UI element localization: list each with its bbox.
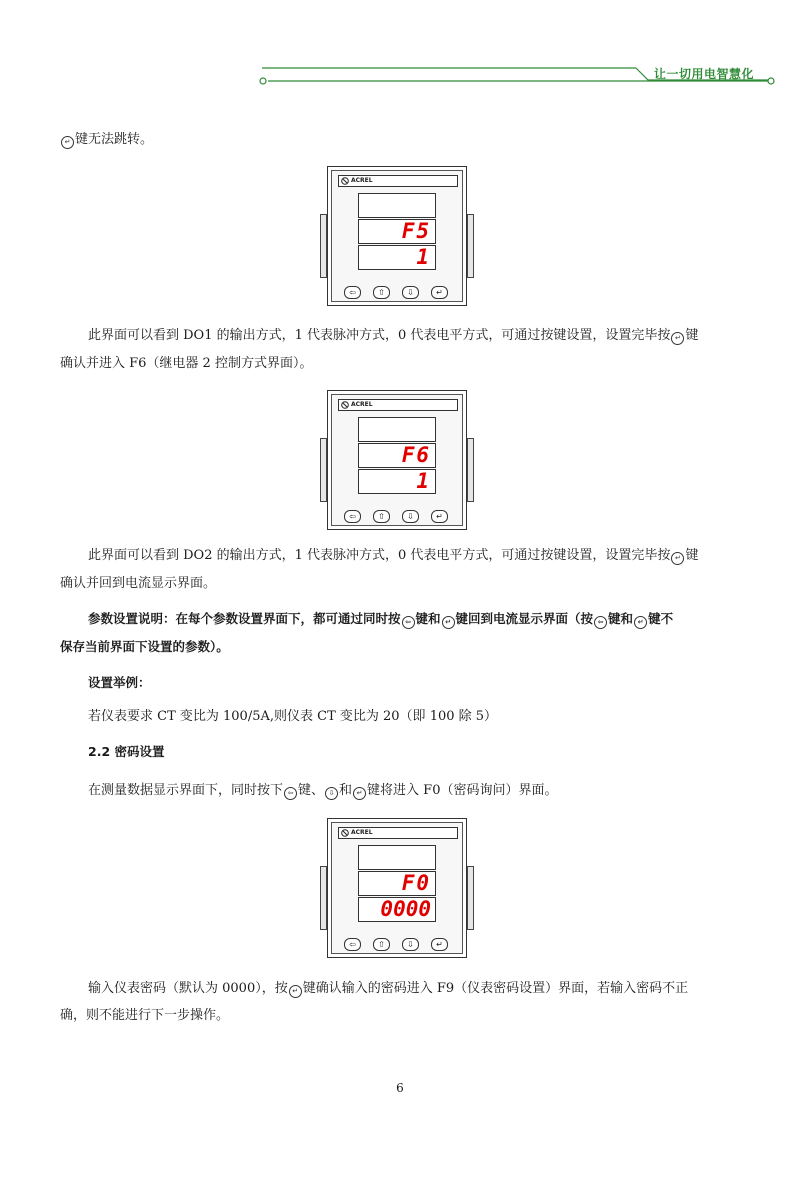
meter-line-2 — [358, 219, 436, 244]
paragraph-text: 键和 — [415, 611, 441, 626]
paragraph-text: 键确认输入的密码进入 F9（仪表密码设置）界面，若输入密码不正 — [302, 981, 689, 996]
meter-brand-text: ACREL — [351, 401, 373, 408]
meter-left-button: ⇦ — [344, 938, 361, 951]
meter-line-2 — [358, 871, 436, 896]
enter-key-icon: ↵ — [442, 616, 455, 629]
header-decoration — [0, 0, 800, 100]
paragraph-settings-note — [88, 605, 673, 633]
meter-side-clip — [320, 214, 327, 278]
meter-down-button: ⇩ — [402, 510, 419, 523]
paragraph-enter-key-note — [60, 126, 153, 154]
brand-logo-icon — [341, 177, 349, 185]
paragraph-password-confirm — [88, 975, 688, 1003]
paragraph-text: 和 — [339, 783, 353, 798]
paragraph-text: 键和 — [608, 611, 634, 626]
meter-line-1 — [358, 193, 436, 218]
paragraph-settings-note-line2: 保存当前界面下设置的参数）。 — [60, 639, 229, 654]
paragraph-do1-output — [88, 322, 698, 350]
paragraph-text: 输入仪表密码（默认为 0000），按 — [88, 981, 288, 996]
down-key-icon: ⇩ — [325, 787, 338, 800]
meter-line-1 — [358, 417, 436, 442]
paragraph-text: 此界面可以看到 DO1 的输出方式，1 代表脉冲方式，0 代表电平方式，可通过按键设置，设置完毕按 — [88, 328, 671, 343]
meter-side-clip — [467, 438, 474, 502]
meter-line-3 — [358, 897, 436, 922]
brand-logo-icon — [341, 401, 349, 409]
paragraph-do2-output — [88, 542, 698, 570]
enter-key-icon: ↵ — [671, 552, 684, 565]
meter-code: F6 — [401, 443, 431, 467]
paragraph-text: 键 — [685, 548, 699, 563]
page-number: 6 — [396, 1081, 404, 1095]
paragraph-text: 键 — [685, 328, 699, 343]
paragraph-do1-output-line2: 确认并进入 F6（继电器 2 控制方式界面）。 — [60, 356, 313, 371]
left-key-icon: ⇦ — [594, 616, 607, 629]
meter-enter-button: ↵ — [431, 286, 448, 299]
section-title: 2.2 密码设置 — [88, 744, 165, 759]
paragraph-text: 此界面可以看到 DO2 的输出方式，1 代表脉冲方式，0 代表电平方式，可通过按键设置，设置完毕按 — [88, 548, 671, 563]
paragraph-text: 键将进入 F0（密码询问）界面。 — [367, 783, 558, 798]
meter-up-button: ⇧ — [373, 286, 390, 299]
page-header — [0, 0, 800, 100]
enter-key-icon: ↵ — [61, 136, 74, 149]
meter-line-3 — [358, 469, 436, 494]
meter-code: F5 — [401, 219, 431, 243]
left-key-icon: ⇦ — [402, 616, 415, 629]
paragraph-text: 键无法跳转。 — [75, 132, 154, 147]
meter-panel — [327, 390, 467, 530]
meter-value: 0000 — [380, 897, 431, 921]
meter-brand-strip — [338, 175, 458, 187]
meter-line-1 — [358, 845, 436, 870]
header-slogan: 让一切用电智慧化 — [654, 67, 755, 81]
meter-brand-text: ACREL — [351, 177, 373, 184]
meter-up-button: ⇧ — [373, 510, 390, 523]
meter-line-2 — [358, 443, 436, 468]
meter-code: F0 — [401, 871, 431, 895]
meter-display-f0 — [327, 818, 467, 958]
enter-key-icon: ↵ — [671, 332, 684, 345]
meter-panel — [327, 818, 467, 958]
example-text: 若仪表要求 CT 变比为 100/5A,则仪表 CT 变比为 20（即 100 除 5） — [88, 709, 498, 724]
paragraph-text: 键不 — [648, 611, 674, 626]
example-title: 设置举例： — [88, 675, 151, 690]
meter-down-button: ⇩ — [402, 286, 419, 299]
meter-brand-strip — [338, 399, 458, 411]
enter-key-icon: ↵ — [634, 616, 647, 629]
brand-logo-icon — [341, 829, 349, 837]
paragraph-text: 在测量数据显示界面下，同时按下 — [88, 783, 284, 798]
meter-side-clip — [320, 438, 327, 502]
meter-line-3 — [358, 245, 436, 270]
paragraph-text: 键回到电流显示界面（按 — [455, 611, 594, 626]
meter-side-clip — [320, 866, 327, 930]
meter-enter-button: ↵ — [431, 510, 448, 523]
enter-key-icon: ↵ — [289, 985, 302, 998]
paragraph-password-entry — [88, 777, 557, 805]
enter-key-icon: ↵ — [353, 787, 366, 800]
meter-up-button: ⇧ — [373, 938, 390, 951]
left-key-icon: ⇦ — [284, 787, 297, 800]
meter-value: 1 — [416, 469, 431, 493]
meter-side-clip — [467, 866, 474, 930]
paragraph-password-confirm-line2: 确，则不能进行下一步操作。 — [60, 1008, 230, 1023]
paragraph-text: 键、 — [298, 783, 325, 798]
meter-left-button: ⇦ — [344, 286, 361, 299]
meter-value: 1 — [416, 245, 431, 269]
paragraph-do2-output-line2: 确认并回到电流显示界面。 — [60, 576, 217, 591]
meter-display-f5 — [327, 166, 467, 306]
meter-down-button: ⇩ — [402, 938, 419, 951]
meter-brand-text: ACREL — [351, 829, 373, 836]
meter-side-clip — [467, 214, 474, 278]
meter-display-f6 — [327, 390, 467, 530]
paragraph-text: 参数设置说明：在每个参数设置界面下，都可通过同时按 — [88, 611, 401, 626]
meter-panel — [327, 166, 467, 306]
meter-brand-strip — [338, 827, 458, 839]
meter-enter-button: ↵ — [431, 938, 448, 951]
meter-left-button: ⇦ — [344, 510, 361, 523]
